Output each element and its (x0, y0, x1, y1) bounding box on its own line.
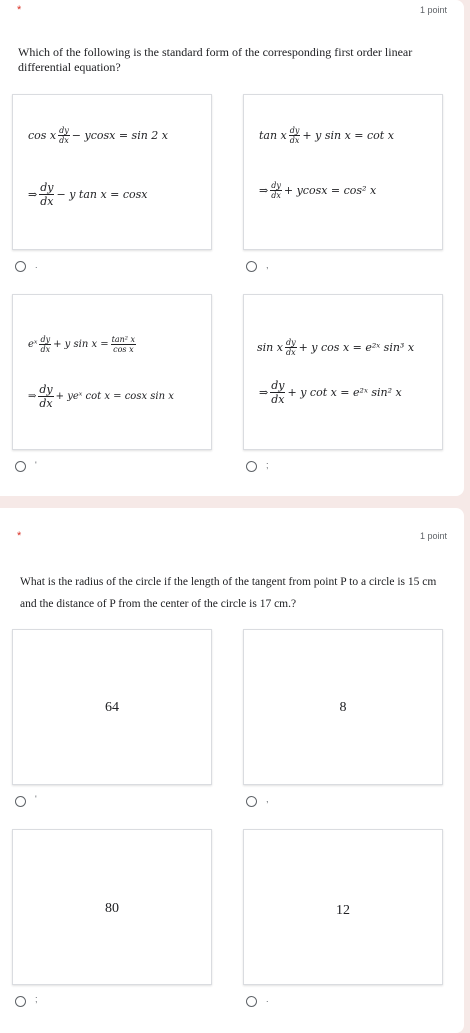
fraction (58, 126, 70, 145)
radio-option-d[interactable] (246, 996, 257, 1007)
equation-line-1 (257, 338, 414, 357)
option-image-a[interactable] (12, 629, 212, 785)
option-value: 64 (105, 700, 119, 715)
fraction-denominator: dx (40, 195, 54, 208)
fraction-numerator: dy (40, 335, 51, 344)
fraction-denominator: dx (59, 136, 69, 145)
equation-text: + yeˣ cot x = cosx sin x (55, 391, 174, 402)
fraction-numerator: dy (39, 383, 53, 396)
equation-line-1 (28, 335, 138, 354)
radio-option-c[interactable] (15, 461, 26, 472)
option-image-c[interactable] (12, 294, 212, 450)
fraction-denominator: dx (39, 397, 53, 410)
fraction (270, 181, 282, 200)
fraction-numerator: dy (271, 379, 285, 392)
equation-text: + y sin x = cot x (302, 129, 394, 142)
option-label-d: . (266, 994, 269, 1004)
fraction (270, 379, 285, 406)
implies-symbol: ⇒ (259, 386, 269, 399)
fraction (39, 181, 54, 208)
question-card-1 (0, 0, 464, 496)
radio-option-a[interactable] (15, 261, 26, 272)
option-image-a[interactable] (12, 94, 212, 250)
implies-symbol: ⇒ (28, 391, 37, 402)
fraction-denominator: dx (289, 136, 300, 145)
points-label: 1 point (419, 531, 447, 541)
option-image-d[interactable] (243, 829, 443, 985)
fraction-denominator: dx (285, 348, 296, 357)
fraction-numerator: dy (285, 338, 296, 347)
fraction (38, 383, 53, 410)
option-label-a: ' (35, 794, 37, 804)
fraction-numerator: dy (289, 126, 300, 135)
fraction-denominator: cos x (113, 345, 134, 354)
required-asterisk: * (17, 530, 22, 542)
equation-line-2 (28, 181, 148, 208)
option-image-b[interactable] (243, 94, 443, 250)
option-label-b: , (266, 794, 269, 804)
equation-line-2 (28, 383, 174, 410)
fraction (111, 335, 136, 354)
fraction-numerator: dy (40, 181, 54, 194)
option-value: 80 (105, 901, 119, 916)
fraction-numerator: dy (271, 181, 281, 190)
equation-text: eˣ (28, 339, 38, 350)
fraction-numerator: dy (59, 126, 69, 135)
option-label-c: ' (35, 460, 37, 470)
fraction-denominator: dx (40, 345, 51, 354)
option-value: 12 (336, 903, 350, 918)
question-text: Which of the following is the standard form of the corresponding first order linear differential equation? (18, 45, 413, 74)
equation-text: + ycosx = cos² x (283, 184, 377, 197)
fraction (285, 338, 297, 357)
required-asterisk: * (17, 4, 22, 16)
implies-symbol: ⇒ (259, 184, 269, 197)
equation-line-2 (259, 181, 376, 200)
equation-text: − ycosx = sin 2 x (71, 129, 168, 142)
equation-text: + y sin x = (53, 339, 109, 350)
option-image-d[interactable] (243, 294, 443, 450)
radio-option-b[interactable] (246, 796, 257, 807)
equation-line-1 (28, 126, 168, 145)
equation-text: sin x (257, 341, 283, 354)
fraction-denominator: dx (271, 191, 281, 200)
equation-text: tan x (259, 129, 287, 142)
option-image-c[interactable] (12, 829, 212, 985)
equation-text: cos x (28, 129, 57, 142)
radio-option-b[interactable] (246, 261, 257, 272)
fraction-numerator: tan² x (111, 335, 136, 344)
fraction (39, 335, 51, 354)
implies-symbol: ⇒ (28, 188, 38, 201)
equation-line-2 (259, 379, 402, 406)
option-value: 8 (339, 700, 347, 715)
option-label-a: . (35, 260, 38, 270)
fraction (289, 126, 301, 145)
option-label-b: , (266, 260, 269, 270)
points-label: 1 point (419, 5, 447, 15)
equation-line-1 (259, 126, 394, 145)
equation-text: + y cot x = e²ˣ sin² x (287, 386, 402, 399)
fraction-denominator: dx (271, 393, 285, 406)
option-label-d: ; (266, 460, 269, 470)
equation-text: + y cos x = e²ˣ sin³ x (298, 341, 415, 354)
radio-option-d[interactable] (246, 461, 257, 472)
question-text: What is the radius of the circle if the length of the tangent from point P to a circle is 15 cm and the distance of P from the center of the circle is 17 cm.? (20, 576, 437, 610)
equation-text: − y tan x = cosx (56, 188, 148, 201)
option-image-b[interactable] (243, 629, 443, 785)
question-card-2 (0, 508, 464, 1033)
radio-option-a[interactable] (15, 796, 26, 807)
radio-option-c[interactable] (15, 996, 26, 1007)
option-label-c: ; (35, 994, 38, 1004)
